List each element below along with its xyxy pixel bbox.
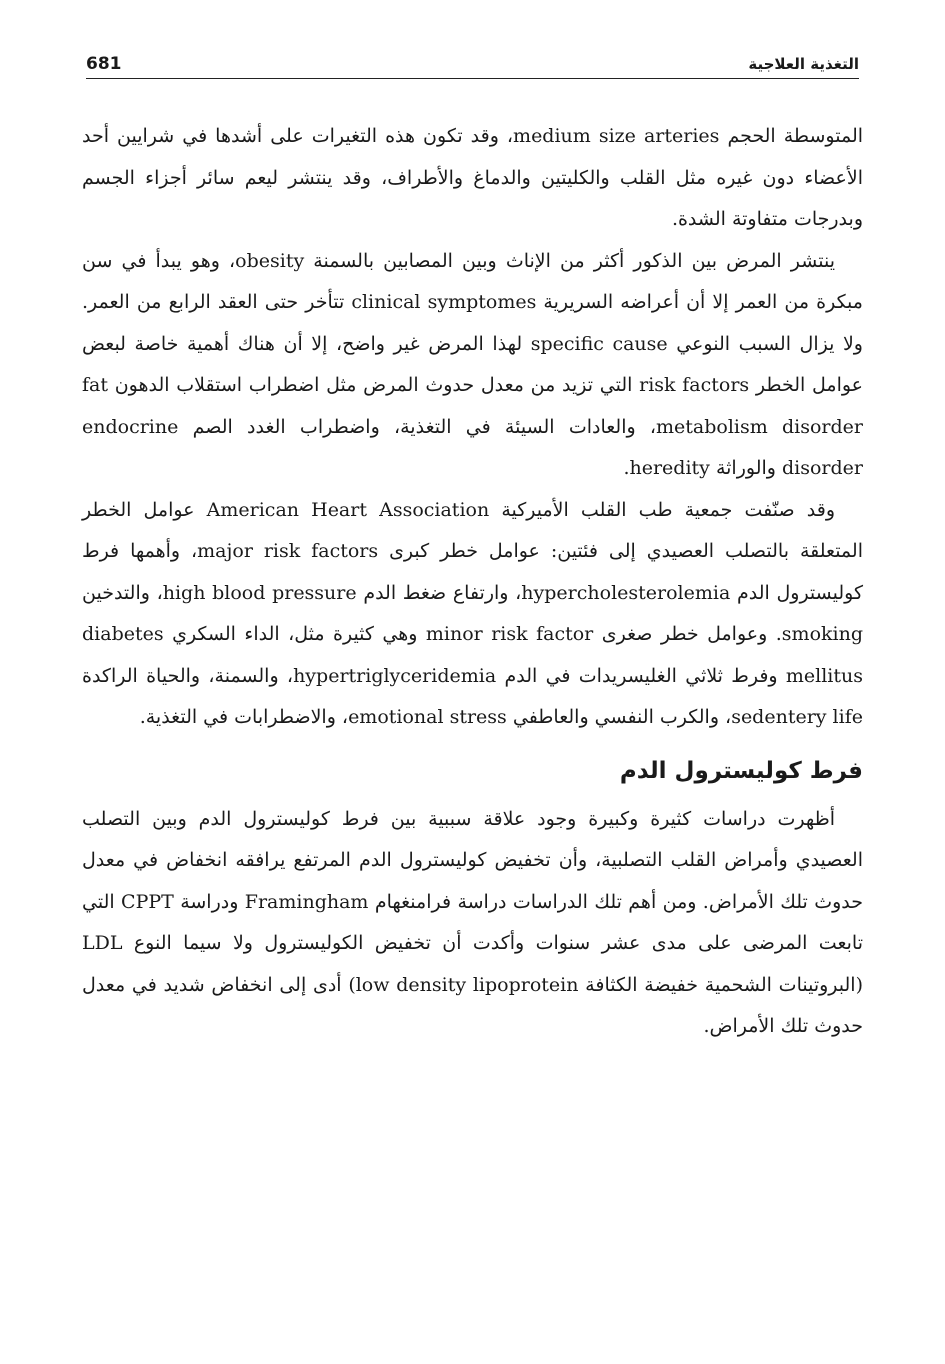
running-head [86, 44, 859, 79]
paragraph-risk-factors: وقد صنّفت جمعية طب القلب الأميركية American Heart Association عوامل الخطر المتعلقة بالتصلب العصيدي إلى فئتين: عوامل خطر كبرى major risk factors، وأهمها فرط كوليسترول الدم hypercholesterolemia، وارتفاع ضغط الدم high blood pressure، والتدخين smoking. وعوامل خطر صغرى minor risk factor وهي كثيرة مثل، الداء السكري diabetes mellitus وفرط ثلاثي الغليسريدات في الدم hypertriglyceridemia، والسمنة، والحياة الراكدة sedentery life، والكرب النفسي والعاطفي emotional stress، والاضطرابات في التغذية. [82, 498, 863, 728]
running-head-title: التغذية العلاجية [748, 55, 859, 73]
paragraph-epidemiology: ينتشر المرض بين الذكور أكثر من الإناث وبين المصابين بالسمنة obesity، وهو يبدأ في سن مبكرة من العمر إلا أن أعراضه السريرية clinical symptomes تتأخر حتى العقد الرابع من العمر. ولا يزال السبب النوعي specific cause لهذا المرض غير واضح، إلا أن هناك أهمية خاصة لبعض عوامل الخطر risk factors التي تزيد من معدل حدوث المرض مثل اضطراب استقلاب الدهون fat metabolism disorder، والعادات السيئة في التغذية، واضطراب الغدد الصم endocrine disorder والوراثة heredity. [82, 249, 863, 479]
page-number: 681 [86, 54, 122, 74]
paragraph-hypercholesterolemia: أظهرت دراسات كثيرة وكبيرة وجود علاقة سببية بين فرط كوليسترول الدم وبين التصلب العصيدي وأمراض القلب التصلبية، وأن تخفيض كوليسترول الدم المرتفع يرافقه انخفاض في معدل حدوث تلك الأمراض. ومن أهم تلك الدراسات دراسة فرامنغهام Framingham ودراسة CPPT التي تابعت المرضى على مدى عشر سنوات وأكدت أن تخفيض الكوليسترول ولا سيما النوع LDL (البروتينات الشحمية خفيضة الكثافة low density lipoprotein) أدى إلى انخفاض شديد في معدل حدوث تلك الأمراض. [82, 807, 863, 1037]
paragraph-arteries: المتوسطة الحجم medium size arteries، وقد تكون هذه التغيرات على أشدها في شرايين أحد الأعضاء دون غيره مثل القلب والكليتين والدماغ والأطراف، وقد ينتشر ليعم سائر أجزاء الجسم وبدرجات متفاوتة الشدة. [82, 125, 864, 230]
section-title-hypercholesterolemia: فرط كوليسترول الدم [619, 757, 863, 784]
page-body [82, 116, 863, 1048]
